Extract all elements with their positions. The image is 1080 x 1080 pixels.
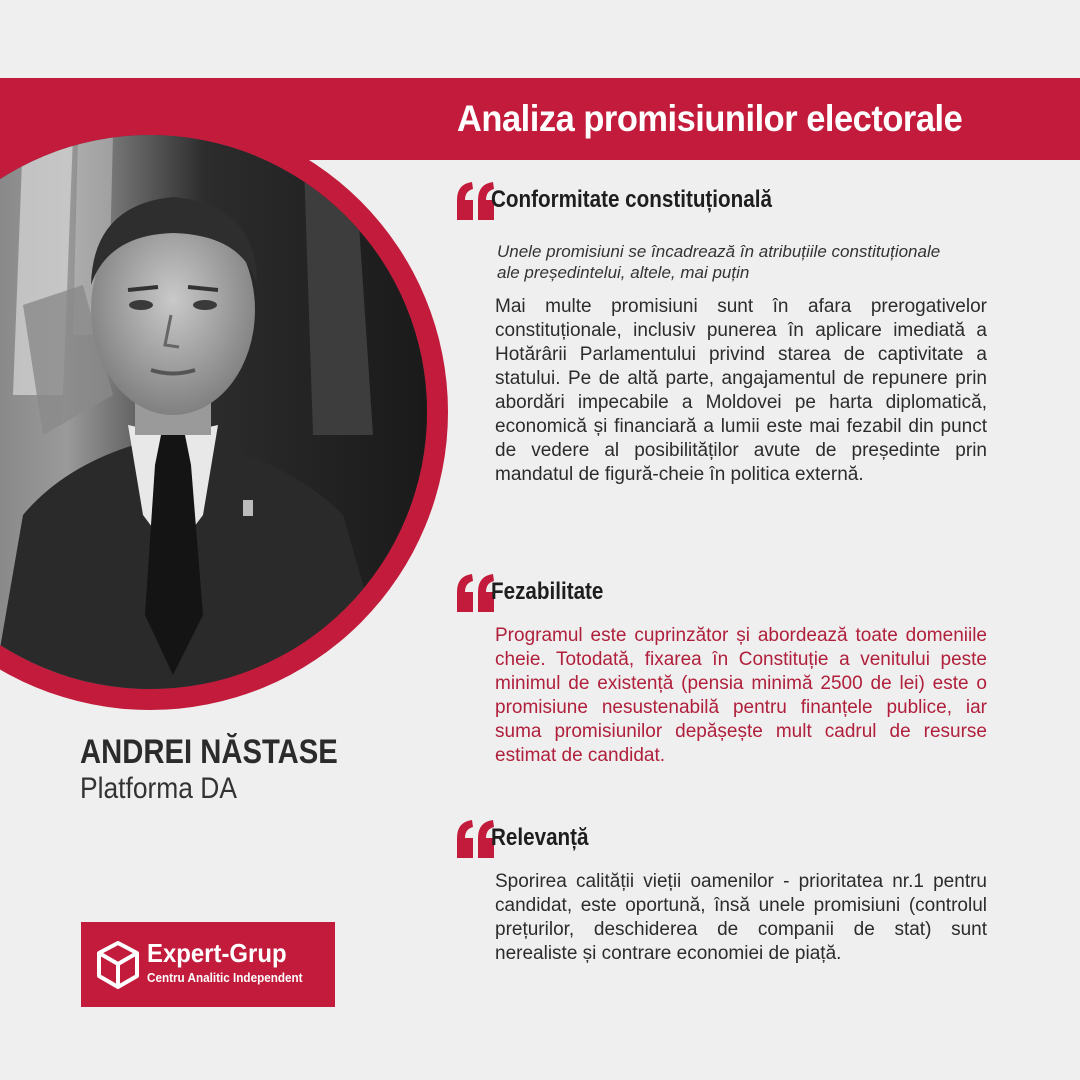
section-title: Conformitate constituțională [491,186,772,213]
expert-grup-logo [81,922,335,1007]
section-body: Mai multe promisiuni sunt în afara prerogativelor constituționale, inclusiv punerea în aplicare imediată a Hotărârii Parlamentului privind starea de captivitate a statului. Pe de altă parte, angajamentul de repunere prin abordări impecabile a Moldovei pe harta diplomatică, economică și financiară a lumii este mai fezabil din punct de vedere al posibilităților avute de președinte prin mandatul de figură-cheie în politica externă. [495,296,987,485]
page-title: Analiza promisiunilor electorale [456,98,962,139]
section-body: Programul este cuprinzător și abordează toate domeniile cheie. Totodată, fixarea în Constituție a venitului peste minimul de existență (pensia minimă 2500 de lei) este o promisiune nesustenabilă pentru finanțele publice, iar suma promisiunilor depășește mult cadrul de resurse estimat de candidat. [495,625,987,766]
candidate-name: ANDREI NĂSTASE [80,733,338,771]
section-subtitle: Unele promisiuni se încadrează în atribuțiile constituționale ale președintelui, altele, mai puțin [497,242,941,282]
section-body: Sporirea calității vieții oamenilor - prioritatea nr.1 pentru candidat, este oportună, însă unele promisiuni (controlul prețurilor, deschiderea de companii de stat) sunt nerealiste și contrare economiei de piață. [495,871,987,964]
section-title: Fezabilitate [491,578,604,605]
candidate-party: Platforma DA [80,772,237,805]
logo-tagline: Centru Analitic Independent [147,970,303,985]
cube-logo-icon [95,940,141,990]
section-title: Relevanță [491,824,589,851]
logo-name: Expert-Grup [147,938,287,968]
